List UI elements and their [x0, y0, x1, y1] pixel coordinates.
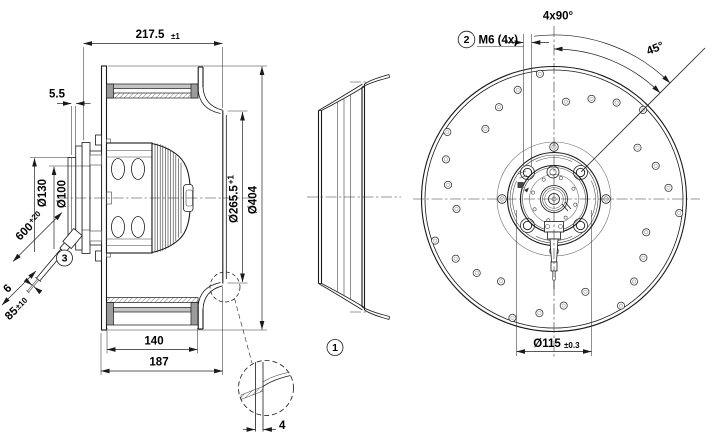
impeller-band-top: [107, 84, 199, 98]
rivet: [613, 99, 620, 106]
rivet: [482, 125, 489, 132]
backdisc-clip-top: [96, 135, 102, 145]
rivet: [560, 302, 567, 309]
rivet: [617, 302, 624, 309]
dim-cable-length: $600^{+20}$: [13, 209, 43, 244]
rivet: [562, 98, 569, 105]
dim-bolt-circle-dia: Ø115: [533, 338, 561, 350]
rivet: [432, 237, 439, 244]
rivet: [640, 254, 647, 261]
hub-marking-block: [518, 182, 524, 188]
rivet: [497, 278, 504, 285]
dim-flange-inner-dia: Ø100: [56, 179, 69, 209]
balloon-inlet-ring-label: 1: [332, 342, 338, 355]
dim-impeller-width: 140: [144, 335, 164, 348]
dim-backplate-depth: 187: [149, 356, 169, 369]
rivet: [634, 144, 641, 151]
balloon-mount-thread-label: 2: [463, 34, 470, 47]
rivet: [495, 104, 502, 111]
dim-wire-dia: 6: [1, 282, 15, 296]
rivet: [582, 288, 589, 295]
dim-hole-offset-angle: 45°: [645, 40, 666, 58]
rivet: [536, 70, 543, 77]
dim-flange-outer-dia: Ø130: [37, 178, 49, 208]
rivet: [444, 181, 451, 188]
dim-bolt-circle-tol: ±0.3: [564, 341, 580, 350]
dim-hole-pattern-angle: 4x90°: [542, 10, 574, 23]
balloon-cable-label: 3: [61, 252, 68, 265]
dim-impeller-dia: Ø404: [247, 185, 260, 215]
rivet: [442, 156, 449, 163]
dim-mount-thread: M6 (4x): [478, 34, 519, 47]
rivet: [509, 314, 516, 321]
impeller-band-bottom: [107, 298, 199, 326]
dim-overlap-gap: 4: [279, 420, 286, 432]
rivet: [452, 255, 459, 262]
rivet: [643, 229, 650, 236]
rivet: [631, 278, 638, 285]
rivet: [588, 95, 595, 102]
rivet: [676, 210, 683, 217]
rivet: [473, 269, 480, 276]
dim-inlet-dia: $Ø265.5^{+1}$: [226, 175, 241, 223]
rivet: [514, 86, 521, 93]
dim-flange-plate: 5.5: [49, 88, 65, 101]
rivet: [665, 184, 672, 191]
seam-section: [241, 387, 263, 400]
backdisc-clip-bottom: [96, 251, 102, 261]
dim-total-depth: 217.5: [135, 29, 165, 41]
45deg-construction-line: [581, 48, 705, 172]
dim-total-depth-tol: ±1: [171, 32, 180, 41]
rivet: [536, 310, 543, 317]
dim-strip-length: 85±10: [3, 295, 30, 323]
side-section-view: [24, 66, 294, 432]
rivet: [444, 128, 451, 135]
rivet: [453, 205, 460, 212]
cable-assembly: [24, 228, 83, 295]
rivet: [652, 162, 659, 169]
